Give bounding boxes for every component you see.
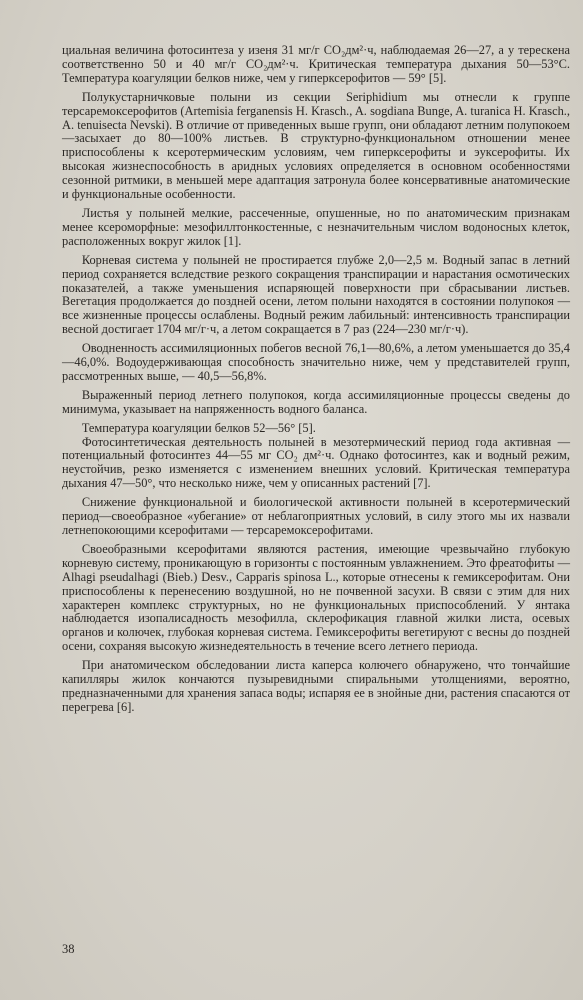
paragraph: Корневая система у полыней не простирается глубже 2,0—2,5 м. Водный запас в летний период сохраняется вследствие резкого сокращения транспирации и нарастания осмотических показателей, а также уменьшения испаряющей поверхности при сбрасывании листьев. Вегетация продолжается до поздней осени, летом полыни находятся в состоянии полупокоя — все жизненные процессы ослаблены. Водный режим лабильный: интенсивность транспирации весной достигает 1704 мг/г·ч, а летом сокращается в 7 раз (224—230 мг/г·ч). <box>62 252 570 337</box>
paragraph: циальная величина фотосинтеза у изеня 31 мг/г CO₂дм²·ч, наблюдаемая 26—27, а у терескена соответственно 50 и 40 мг/г CO₂дм²·ч. Критическая температура дыхания 50—53°C. Температура коагуляции белков ниже, чем у гиперксерофитов — 59° [5]. <box>62 43 570 85</box>
paragraph: Листья у полыней мелкие, рассеченные, опушенные, но по анатомическим признакам менее ксероморфные: мезофиллтонкостенные, с незначительным числом водоносных клеток, расположенных вокруг жилок [1]. <box>62 205 570 248</box>
paragraph: При анатомическом обследовании листа каперса колючего обнаружено, что тончайшие капилляры жилок кончаются пузыревидными спиральными утолщениями, вероятно, предназначенными для хранения запаса воды; испаряя ее в знойные дни, растения спасаются от перегрева [6]. <box>62 658 570 714</box>
paragraph: Снижение функциональной и биологической активности полыней в ксеротермический период—своеобразное «убегание» от неблагоприятных условий, в силу этого мы их назвали летнепокоющими ксерофитами — терсаремоксерофитами. <box>62 495 570 537</box>
paragraph: Оводненность ассимиляционных побегов весной 76,1—80,6%, а летом уменьшается до 35,4—46,0%. Водоудерживающая способность значительно ниже, чем у представителей групп, рассмотренных выше, — 40,5—56,8%. <box>62 341 570 383</box>
page-number: 38 <box>62 942 75 956</box>
body-text <box>62 44 570 715</box>
paragraph: Выраженный период летнего полупокоя, когда ассимиляционные процессы сведены до минимума, указывает на напряженность водного баланса. <box>62 387 570 416</box>
paragraph: Своеобразными ксерофитами являются растения, имеющие чрезвычайно глубокую корневую систему, проникающую в горизонты с постоянным увлажнением. Это фреатофиты — Alhagi pseudalhagi (Bieb.) Desv., Capparis spinosa L., которые отнесены к гемиксерофитам. Они приспособлены к перенесению воздушной, но не почвенной засухи. В связи с этим для них характерен комплекс структурных, но не функциональных приспособлений. У янтака наблюдается изопалисадность мезофилла, склерофикация главной жилки листа, осевых органов и колючек, глубокая корневая система. Гемиксерофиты вегетируют с весны до поздней осени, сохраняя высокую жизнедеятельность в течение всего летнего периода. <box>62 541 570 654</box>
paragraph: Температура коагуляции белков 52—56° [5]. <box>81 420 316 435</box>
paragraph: Фотосинтетическая деятельность полыней в мезотермический период года активная — потенциальный фотосинтез 44—55 мг CO₂ дм²·ч. Однако фотосинтез, как и водный режим, неустойчив, резко изменяется с изменением внешних условий. Критическая температура дыхания 47—50°, что несколько ниже, чем у описанных растений [7]. <box>62 434 570 491</box>
paragraph: Полукустарничковые полыни из секции Seriphidium мы отнесли к группе терсаремоксерофитов (Artemisia ferganensis H. Krasch., A. sogdiana Bunge, A. turanica H. Krasch., A. tenuisecta Nevski). В отличие от приведенных выше групп, они обладают летним полупокоем—засыхает до 80—100% листьев. В структурно-функциональном отношении менее приспособлены к ксеротермическим условиям, чем гиперксерофиты и эуксерофиты. Их высокая жизнеспособность в аридных условиях определяется в основном особенностями сезонной ритмики, в меньшей мере адаптация затронула более консервативные анатомические и функциональные особенности. <box>62 89 570 202</box>
